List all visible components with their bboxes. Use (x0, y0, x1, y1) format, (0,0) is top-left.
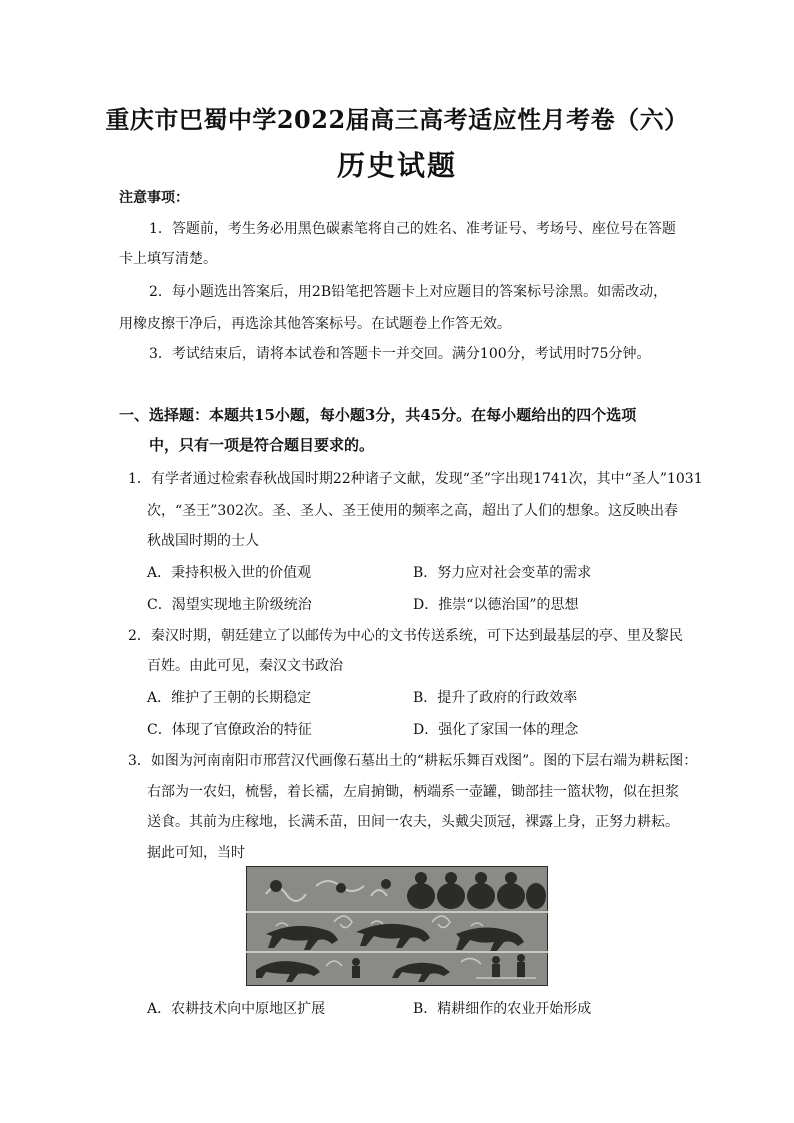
q1-option-a: A．秉持积极入世的价值观 (147, 565, 312, 581)
section-heading-line1: 一、选择题：本题共15小题，每小题3分，共45分。在每小题给出的四个选项 (119, 406, 637, 424)
subject-title: 历史试题 (336, 149, 457, 182)
notes-heading: 注意事项： (119, 190, 189, 206)
section-heading-line2: 中，只有一项是符合题目要求的。 (149, 436, 375, 454)
q1-option-c: C．渴望实现地主阶级统治 (147, 597, 312, 613)
q2-option-d: D．强化了家国一体的理念 (413, 722, 579, 738)
note-line-1: 1．答题前，考生务必用黑色碳素笔将自己的姓名、准考证号、考场号、座位号在答题 (149, 221, 676, 237)
q3-stem-line4: 据此可知，当时 (147, 845, 245, 861)
q1-stem-line1: 1．有学者通过检索春秋战国时期22种诸子文献，发现“圣”字出现1741次，其中“圣人”1031 (128, 471, 703, 487)
q3-stem-line2: 右部为一农妇，梳髻，着长襦，左肩掮锄，柄端系一壶罐，锄部挂一篮状物，似在担浆 (147, 784, 679, 800)
q1-option-b: B．努力应对社会变革的需求 (413, 565, 592, 581)
note-line-2-cont: 用橡皮擦干净后，再选涂其他答案标号。在试题卷上作答无效。 (119, 316, 511, 332)
q1-option-d: D．推崇“以德治国”的思想 (413, 597, 579, 613)
q2-stem-line2: 百姓。由此可见，秦汉文书政治 (147, 658, 343, 674)
q2-option-c: C．体现了官僚政治的特征 (147, 722, 312, 738)
note-line-3: 3．考试结束后，请将本试卷和答题卡一并交回。满分100分，考试用时75分钟。 (149, 346, 651, 362)
page-title: 重庆市巴蜀中学2022届高三高考适应性月考卷（六） (105, 105, 689, 134)
q2-option-b: B．提升了政府的行政效率 (413, 690, 578, 706)
note-line-2: 2．每小题选出答案后，用2B铅笔把答题卡上对应题目的答案标号涂黑。如需改动， (149, 284, 668, 300)
q3-stem-line3: 送食。其前为庄稼地，长满禾苗，田间一农夫，头戴尖顶冠，裸露上身，正努力耕耘。 (147, 814, 679, 830)
q2-option-a: A．维护了王朝的长期稳定 (147, 690, 312, 706)
note-line-1-cont: 卡上填写清楚。 (119, 251, 217, 267)
q2-stem-line1: 2．秦汉时期，朝廷建立了以邮传为中心的文书传送系统，可下达到最基层的亭、里及黎民 (128, 628, 683, 644)
q1-stem-line3: 秋战国时期的士人 (147, 533, 259, 549)
q3-option-a: A．农耕技术向中原地区扩展 (147, 1001, 326, 1017)
q3-option-b: B．精耕细作的农业开始形成 (413, 1001, 592, 1017)
stone-relief-image (246, 866, 548, 986)
q1-stem-line2: 次，“圣王”302次。圣、圣人、圣王使用的频率之高，超出了人们的想象。这反映出春 (147, 503, 679, 519)
q3-stem-line1: 3．如图为河南南阳市邢营汉代画像石墓出土的“耕耘乐舞百戏图”。图的下层右端为耕耘图： (128, 753, 698, 769)
